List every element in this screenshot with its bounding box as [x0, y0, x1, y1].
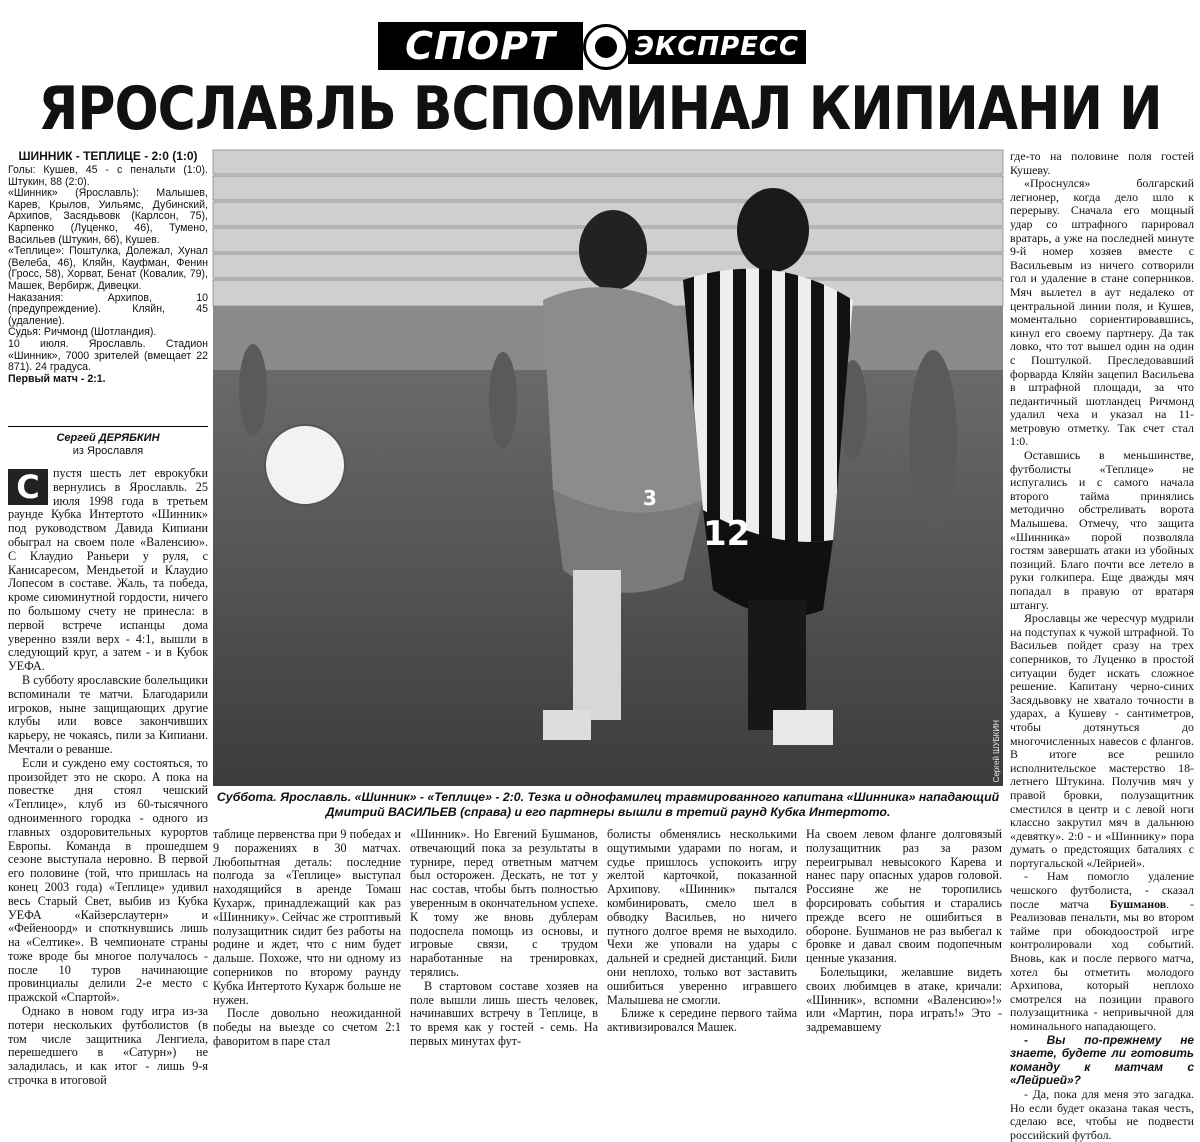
match-cards: Наказания: Архипов, 10 (предупреждение). Кляйн, 45 (удаление). [8, 291, 208, 327]
quote-speaker: Бушманов [1109, 896, 1167, 911]
article-paragraph: На своем левом фланге долговязый полузащитник раз за разом переигрывал невысокого Карева и нанес пару опасных ударов головой. Россияне же не торопились форсировать события и старались прежде всего не ошибиться в обороне. Бушманов не раз выбегал к бровке и давал своим подопечным ценные указания. [806, 827, 1002, 966]
headline: ЯРОСЛАВЛЬ ВСПОМИНАЛ КИПИАНИ И [38, 75, 1162, 144]
byline-location: из Ярославля [72, 445, 144, 457]
drop-cap: С [8, 469, 48, 505]
match-goals: Голы: Кушев, 45 - с пенальти (1:0). Штукин, 88 (2:0). [8, 164, 208, 188]
byline-author: Сергей ДЕРЯБКИН [56, 432, 160, 444]
jersey-number-right: 12 [703, 514, 751, 554]
interview-answer: - Да, пока для меня это загадка. Но если будет оказана такая честь, сделаю все, чтобы не подвести российский футбол. [1010, 1086, 1194, 1142]
match-referee: Судья: Ричмонд (Шотландия). [8, 326, 157, 339]
article-paragraph: После довольно неожиданной победы на выезде со счетом 2:1 фаворитом в паре стал [213, 1006, 401, 1048]
article-paragraph: пустя шесть лет еврокубки вернулись в Ярославль. 25 июля 1998 года в третьем раунде Кубка Интертото «Шинник» под руководством Давида Кипиани обыграл на своем поле «Валенсию». С Клаудио Раньери у руля, с Канисаресом, Мендьетой и Клаудио Лопесом в составе. Жаль, та победа, кроме сиюминутной гордости, ничего по большому счету не принесла: в первой встрече испанцы дома уверенно взяли верх - 4:1, вышли в следующий круг, а затем - и в Кубок УЕФА. [8, 466, 208, 674]
match-lineup-shinnik: «Шинник» (Ярославль): Малышев, Карев, Крылов, Уильямс, Дубинский, Архипов, Засядьвовк (Карлсон, 75), Карпенко (Луценко, 46), Тумено, Васильев (Штукин, 66), Кушев. [8, 187, 208, 246]
logo-emblem-icon [583, 24, 629, 70]
article-bottom-column-3 [607, 827, 797, 1035]
interview-question: - Вы по-прежнему не знаете, будете ли готовить команду к матчам с «Лейрией»? [1010, 1032, 1194, 1088]
article-paragraph: где-то на половине поля гостей Кушеву. [1010, 149, 1194, 177]
match-first-leg: Первый матч - 2:1. [8, 372, 106, 385]
match-venue: 10 июля. Ярославль. Стадион «Шинник», 7000 зрителей (вмещает 22 871). 24 градуса. [8, 337, 208, 374]
photo-caption: Суббота. Ярославль. «Шинник» - «Теплице» - 2:0. Тезка и однофамилец травмированного капитана «Шинника» нападающий Дмитрий ВАСИЛЬЕВ (справа) и его партнеры вышли в третий раунд Кубка Интертото. [216, 790, 1000, 819]
match-photo [213, 150, 1003, 786]
quote-text: - Нам помогло удаление чешского футболиста, - сказал после матча [1010, 869, 1194, 911]
article-paragraph: «Шинник». Но Евгений Бушманов, отвечающий пока за результаты в турнире, перед ответным матчем был осторожен. Дескать, не тот у нас состав, чтобы быть полностью уверенным в окончательном успехе. К тому же вновь дублерам подоспела помощь из основы, и игровые связи, с трудом наработанные на тренировках, терялись. [410, 827, 598, 979]
article-paragraph: Ближе к середине первого тайма активизировался Машек. [607, 1006, 797, 1035]
article-lead-column [8, 466, 208, 1088]
article-paragraph: Болельщики, желавшие видеть своих любимцев в атаке, кричали: «Шинник», вспомни «Валенсию»!» или «Мартин, пора играть!» Это - задремавшему [806, 964, 1002, 1035]
article-paragraph: В субботу ярославские болельщики вспоминали те матчи. Благодарили игроков, ныне защищающих другие клубы или вовсе закончивших карьеру, не чокаясь, пили за Кипиани. Мечтали о реванше. [8, 672, 208, 756]
divider [8, 426, 208, 427]
article-paragraph: болисты обменялись несколькими ощутимыми ударами по ногам, и судье пришлось успокоить игру желтой карточкой, показанной Архипову. «Шинник» пытался комбинировать, смело шел в обводку Васильев, но ничего путного долгое время не выходило. Чехи же уповали на удары с дальней и средней дистанций. Били они неплохо, только вот заставить ошибиться уверенно игравшего Малышева не смогли. [607, 827, 797, 1007]
jersey-number-left: 3 [643, 486, 657, 510]
quote-text: . - Реализовав пенальти, мы во втором тайме при обоюдоострой игре контролировали ход событий. Вновь, как и после первого матча, хотел бы отметить молодого Архипова, который неплохо смотрелся на позиции правого полузащитника - непривычной для номинального нападающего. [1010, 896, 1194, 1033]
masthead-logo [378, 22, 808, 72]
article-paragraph [1010, 870, 1194, 1033]
article-paragraph: «Проснулся» болгарский легионер, когда дело шло к перерыву. Сначала его мощный удар со штрафного парировал вратарь, а уже на последней минуте 9-й номер хозяев вместе с Васильевым из ничего сотворили гол и удаление в стане соперников. Мяч вылетел в аут недалеко от центральной линии поля, и Кушев, моментально сориентировавшись, кинул его своему партнеру. Да так ловко, что тот вышел один на один с Поштулкой. Преследовавший форварда Кляйн зацепил Васильева в штрафной площади, за что педантичный шотландец Ричмонд удалил чеха и указал на 11-метровую отметку. Так счет стал 1:0. [1010, 176, 1194, 449]
match-title: ШИННИК - ТЕПЛИЦЕ - 2:0 (1:0) [18, 149, 198, 163]
article-paragraph: Ярославцы же чересчур мудрили на подступах к чужой штрафной. То Васильев пойдет сразу на трех соперников, то Луценко в простой ситуации будет искать сложное решение. Капитану черно-синих Засядьвовку не хватало точности в ударах, а Кушеву - сантиметров, чтобы дотянуться до многочисленных навесов с флангов. В итоге все решило исполнительское мастерство 18-летнего Штукина. Получив мяч у правой бровки, полузащитник сместился в центр и с левой ноги классно закрутил мяч в дальнюю «девятку». 2:0 - и «Шиннику» пора думать о предстоящих баталиях с португальской «Лейрией». [1010, 611, 1194, 870]
article-bottom-column-1 [213, 827, 401, 1048]
logo-express-text: ЭКСПРЕСС [628, 30, 806, 64]
logo-sport-text: СПОРТ [378, 22, 583, 70]
article-bottom-column-2 [410, 827, 598, 1048]
article-paragraph: Оставшись в меньшинстве, футболисты «Теплице» не испугались и с самого начала второго тайма принялись методично обстреливать ворота Малышева. Отмечу, что защита «Шинника» порой позволяла гостям завершать атаки из убойных позиций. Благо почти все летело в руки голкипера. Еще дважды мяч попадал в правую от вратаря штангу. [1010, 448, 1194, 612]
photo-credit: Сергей ШУБКИН [992, 719, 1001, 782]
byline [8, 432, 208, 458]
article-paragraph: Если и суждено ему состояться, то произойдет это не скоро. А пока на повестке дня стоял чешский «Теплице», клуб из 60-тысячного одноименного городка - одного из главных оздоровительных курортов Европы. Команда в прошедшем сезоне выступала неровно. В первой его половине (той, что пришлась на конец 2003 года) «Теплице» удивил весь Старый Свет, выбив из Кубка УЕФА «Кайзерслаутерн» и «Фейеноорд» и споткнувшись лишь на «Селтике». В чемпионате страны тоже вроде бы многое получалось - после 10 туров начинающие провинциалы делили 2-е место с пражской «Спартой». [8, 755, 208, 1005]
photo-illustration [213, 150, 1003, 786]
article-paragraph: В стартовом составе хозяев на поле вышли лишь шесть человек, начинавших встречу в Теплице, в то время как у гостей - семь. На первых минутах фут- [410, 978, 598, 1048]
article-paragraph: таблице первенства при 9 победах и 9 поражениях в 30 матчах. Любопытная деталь: последние полгода за «Теплице» выступал находящийся в аренде Томаш Кухарж, принадлежащий как раз «Шиннику». Сейчас же строптивый полузащитник сидит без работы на родине и ждет, что с ним будет дальше. Похоже, что ни одному из соперников по второму раунду Кубка Интертото Кухарж больше не нужен. [213, 827, 401, 1007]
article-bottom-column-4 [806, 827, 1002, 1035]
match-info-box [8, 150, 208, 385]
article-paragraph: Однако в новом году игра из-за потери нескольких футболистов (в том числе защитника Ленгиела, перешедшего в «Сатурн») не заладилась, и как итог - лишь 9-я строчка в итоговой [8, 1004, 208, 1088]
article-right-column [1010, 149, 1194, 1142]
match-lineup-teplice: «Теплице»: Поштулка, Долежал, Хунал (Велеба, 46), Кляйн, Кауфман, Фенин (Гросс, 58), Хорват, Бенат (Ковалик, 79), Машек, Вербирж, Дивецки. [8, 245, 208, 292]
